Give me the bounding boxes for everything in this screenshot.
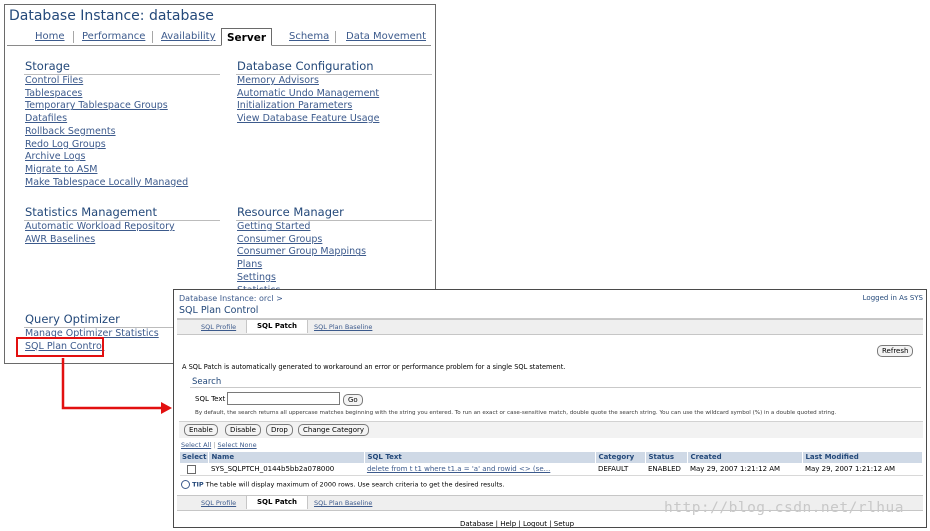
row-sql-text-cell [365,463,596,476]
table-row [180,463,923,476]
tab-divider [335,31,336,43]
row-category: DEFAULT [596,463,646,476]
tab-divider [73,31,74,43]
link-redo-log-groups[interactable]: Redo Log Groups [25,138,106,150]
row-select-cell [180,463,209,476]
page-title: SQL Plan Control [179,305,259,316]
highlight-box [16,337,104,357]
link-migrate-to-asm[interactable]: Migrate to ASM [25,163,98,175]
bottom-tab-sql-plan-baseline[interactable]: SQL Plan Baseline [314,499,373,507]
select-none-link[interactable]: Select None [217,441,257,449]
tab-performance[interactable]: Performance [82,31,146,42]
action-bar [179,421,923,438]
stats-heading: Statistics Management [25,205,157,219]
col-select: Select [180,452,209,463]
refresh-button[interactable]: Refresh [877,345,913,357]
link-control-files[interactable]: Control Files [25,75,84,86]
tab-home[interactable]: Home [35,31,65,42]
tab-divider [152,31,153,43]
row-created: May 29, 2007 1:21:12 AM [688,463,803,476]
select-links-divider: | [213,441,216,449]
col-status[interactable]: Status [646,452,688,463]
row-last-modified: May 29, 2007 1:21:12 AM [803,463,923,476]
db-config-heading: Database Configuration [237,59,374,73]
link-archive-logs[interactable]: Archive Logs [25,151,86,163]
link-manage-optimizer-statistics[interactable]: Manage Optimizer Statistics [25,328,159,339]
select-links [181,441,257,449]
tab-server[interactable]: Server [221,28,272,46]
tab-data-movement[interactable]: Data Movement [346,31,427,42]
link-tablespaces[interactable]: Tablespaces [25,87,83,99]
sql-plan-control-window [173,289,927,528]
bottom-tab-sql-patch[interactable]: SQL Patch [246,496,308,509]
bottom-tab-sql-profile[interactable]: SQL Profile [201,499,237,507]
tab-sql-profile[interactable]: SQL Profile [201,323,237,331]
link-consumer-group-mappings[interactable]: Consumer Group Mappings [237,246,367,258]
storage-links [25,75,188,189]
row-status: ENABLED [646,463,688,476]
stats-links [25,221,175,246]
col-last-modified[interactable]: Last Modified [803,452,923,463]
row-name: SYS_SQLPTCH_0144b5bb2a078000 [209,463,365,476]
link-automatic-undo-management[interactable]: Automatic Undo Management [237,87,380,99]
table-header-row [180,452,923,463]
link-consumer-groups[interactable]: Consumer Groups [237,233,323,245]
link-datafiles[interactable]: Datafiles [25,113,68,125]
link-rollback-segments[interactable]: Rollback Segments [25,125,116,137]
link-view-database-feature-usage[interactable]: View Database Feature Usage [237,113,380,125]
tip-label: TIP [192,480,204,489]
drop-button[interactable]: Drop [266,424,293,436]
page-description: A SQL Patch is automatically generated to workaround an error or performance problem for a single SQL statement. [182,363,566,371]
link-initialization-parameters[interactable]: Initialization Parameters [237,100,353,112]
link-memory-advisors[interactable]: Memory Advisors [237,75,319,86]
link-awr-baselines[interactable]: AWR Baselines [25,233,96,245]
search-heading: Search [192,377,222,387]
tab-availability[interactable]: Availability [161,31,216,42]
resource-links [237,221,366,297]
tab-sql-plan-baseline[interactable]: SQL Plan Baseline [314,323,373,331]
link-getting-started[interactable]: Getting Started [237,221,311,232]
change-category-button[interactable]: Change Category [298,424,369,436]
storage-heading: Storage [25,59,70,73]
footer-links-cut: Database | Help | Logout | Setup [460,520,575,528]
col-created[interactable]: Created [688,452,803,463]
resource-heading: Resource Manager [237,205,344,219]
col-name[interactable]: Name [209,452,365,463]
tab-sql-patch[interactable]: SQL Patch [246,320,308,333]
link-sql-plan-control[interactable]: SQL Plan Control [25,340,105,352]
go-button[interactable]: Go [343,394,363,406]
disable-button[interactable]: Disable [225,424,261,436]
enable-button[interactable]: Enable [184,424,218,436]
main-tab-bar [7,28,431,46]
search-divider [190,387,921,388]
link-automatic-workload-repository[interactable]: Automatic Workload Repository [25,221,175,232]
breadcrumb[interactable]: Database Instance: orcl > [179,294,283,303]
optimizer-heading: Query Optimizer [25,312,120,326]
link-plans[interactable]: Plans [237,259,263,271]
sub-tab-bar [177,319,923,335]
sql-text-label: SQL Text [195,395,226,403]
search-hint: By default, the search returns all uppercase matches beginning with the string you entered. To run an exact or case-sensitive match, double quote the search string. You can use the wildcard symbol (%) in a double quoted string. [195,410,837,416]
watermark-text: http://blog.csdn.net/rlhua [664,500,904,516]
logged-in-label: Logged in As SYS [862,294,923,302]
page-title: Database Instance: database [9,8,214,24]
tab-schema[interactable]: Schema [289,31,330,42]
row-checkbox[interactable] [187,465,196,474]
link-settings[interactable]: Settings [237,271,276,283]
sql-patch-table [180,452,923,476]
col-sql-text[interactable]: SQL Text [365,452,596,463]
row-sql-text-link[interactable]: delete from t t1 where t1.a = 'a' and rowid <> (se... [366,465,551,473]
col-category[interactable]: Category [596,452,646,463]
tip-icon [181,480,190,489]
link-make-tablespace-locally-managed[interactable]: Make Tablespace Locally Managed [25,176,189,188]
tip-line [181,480,504,489]
sql-text-input[interactable] [227,392,340,405]
db-config-links [237,75,379,126]
select-all-link[interactable]: Select All [181,441,212,449]
link-temporary-tablespace-groups[interactable]: Temporary Tablespace Groups [25,100,168,112]
tip-text: The table will display maximum of 2000 rows. Use search criteria to get the desired results. [205,480,505,489]
